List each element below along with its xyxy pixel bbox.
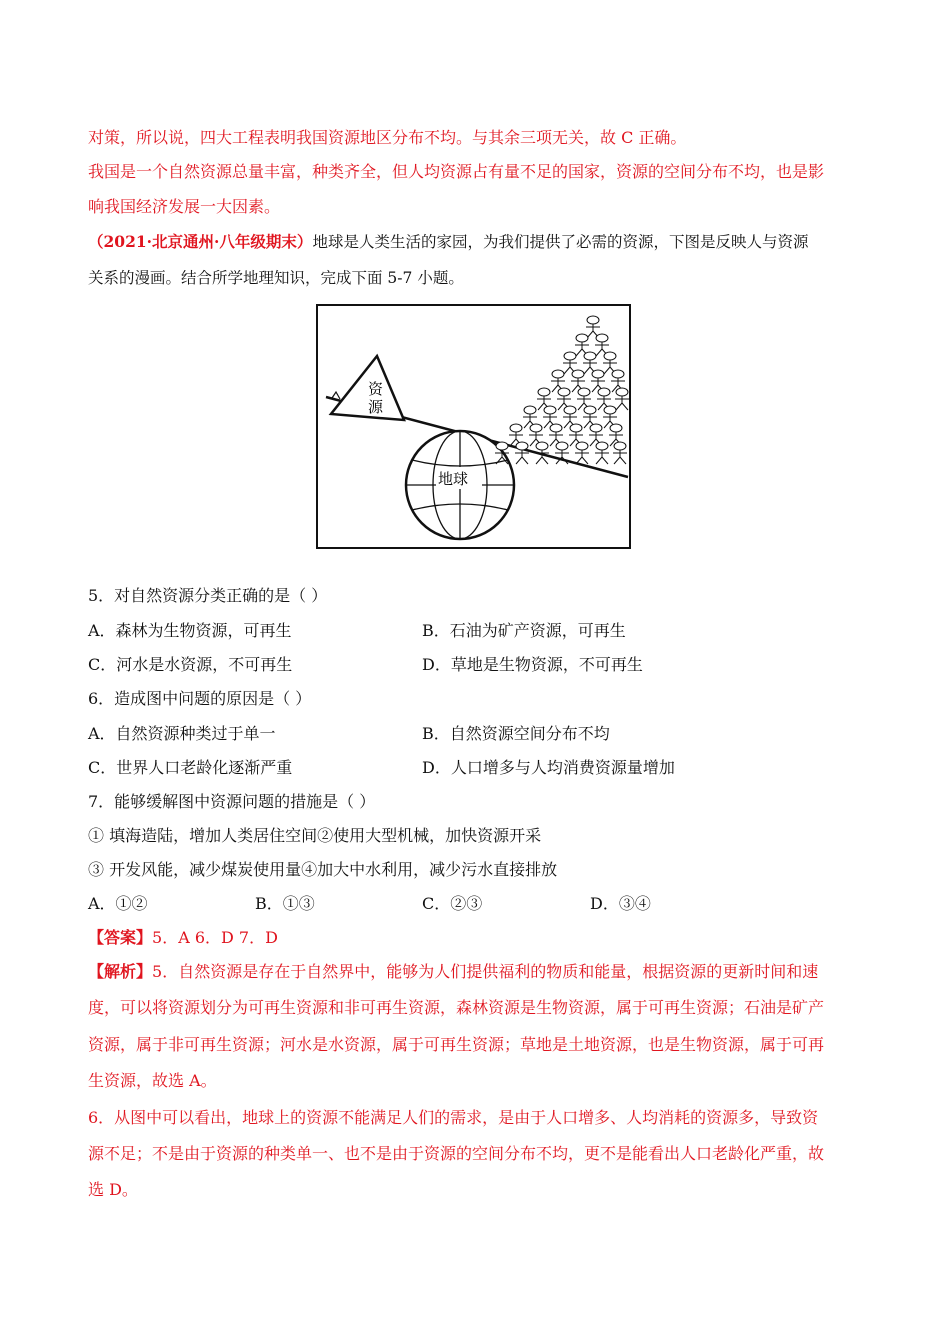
earth-label: 地球 — [438, 470, 469, 488]
q5-option-b[interactable]: B．石油为矿产资源，可再生 — [422, 621, 626, 640]
analysis-p5-line-2: 度，可以将资源划分为可再生资源和非可再生资源，森林资源是生物资源，属于可再生资源；石油是矿产 — [88, 998, 825, 1017]
q7-stem: 7．能够缓解图中资源问题的措施是（ ） — [88, 792, 376, 811]
q7-statement-line-2: ③ 开发风能，减少煤炭使用量④加大中水利用，减少污水直接排放 — [88, 860, 558, 879]
q5-option-a[interactable]: A．森林为生物资源，可再生 — [88, 621, 292, 640]
analysis-p6-line-1: 6．从图中可以看出，地球上的资源不能满足人们的需求，是由于人口增多、人均消耗的资源多，导致资 — [88, 1108, 819, 1127]
intro-text-1: 地球是人类生活的家园，为我们提供了必需的资源，下图是反映人与资源 — [312, 233, 809, 251]
answer-label: 【答案】 — [88, 928, 153, 947]
q7-option-c[interactable]: C．②③ — [422, 894, 483, 913]
analysis-prev-line-2: 我国是一个自然资源总量丰富，种类齐全，但人均资源占有量不足的国家，资源的空间分布不均，也是影 — [88, 162, 825, 181]
intro-text-2: 关系的漫画。结合所学地理知识，完成下面 5-7 小题。 — [88, 269, 464, 287]
analysis-label: 【解析】 — [88, 962, 153, 981]
q6-option-c[interactable]: C．世界人口老龄化逐渐严重 — [88, 758, 293, 777]
q7-statement-line-1: ① 填海造陆，增加人类居住空间②使用大型机械，加快资源开采 — [88, 826, 542, 845]
analysis-line-1 — [88, 962, 818, 982]
q5-stem: 5．对自然资源分类正确的是（ ） — [88, 586, 328, 605]
answer-text: 5．A 6．D 7．D — [152, 928, 278, 947]
answer-line — [88, 928, 278, 948]
q6-stem: 6．造成图中问题的原因是（ ） — [88, 689, 312, 708]
q7-option-d[interactable]: D．③④ — [590, 894, 651, 913]
cartoon-figure — [316, 304, 631, 549]
analysis-prev-line-1: 对策，所以说，四大工程表明我国资源地区分布不均。与其余三项无关，故 C 正确。 — [88, 128, 687, 147]
q6-option-a[interactable]: A．自然资源种类过于单一 — [88, 724, 276, 743]
q6-option-d[interactable]: D．人口增多与人均消费资源量增加 — [422, 758, 675, 777]
question-intro — [88, 232, 858, 252]
analysis-p5-line-4: 生资源，故选 A。 — [88, 1071, 217, 1090]
resource-label-1: 资 — [368, 380, 384, 398]
analysis-p5-line-1: 5．自然资源是存在于自然界中，能够为人们提供福利的物质和能量，根据资源的更新时间和速 — [152, 962, 819, 981]
resource-label-2: 源 — [368, 398, 384, 416]
question-source: （2021·北京通州·八年级期末） — [88, 232, 313, 251]
q7-option-b[interactable]: B．①③ — [255, 894, 315, 913]
q5-option-d[interactable]: D．草地是生物资源，不可再生 — [422, 655, 643, 674]
analysis-p6-line-2: 源不足；不是由于资源的种类单一、也不是由于资源的空间分布不均，更不是能看出人口老龄化严重，故 — [88, 1144, 825, 1163]
analysis-p6-line-3: 选 D。 — [88, 1180, 138, 1199]
analysis-p5-line-3: 资源，属于非可再生资源；河水是水资源，属于可再生资源；草地是土地资源，也是生物资源，属于可再 — [88, 1035, 825, 1054]
q7-option-a[interactable]: A．①② — [88, 894, 148, 913]
q6-option-b[interactable]: B．自然资源空间分布不均 — [422, 724, 610, 743]
q5-option-c[interactable]: C．河水是水资源，不可再生 — [88, 655, 293, 674]
analysis-prev-line-3: 响我国经济发展一大因素。 — [88, 197, 281, 216]
